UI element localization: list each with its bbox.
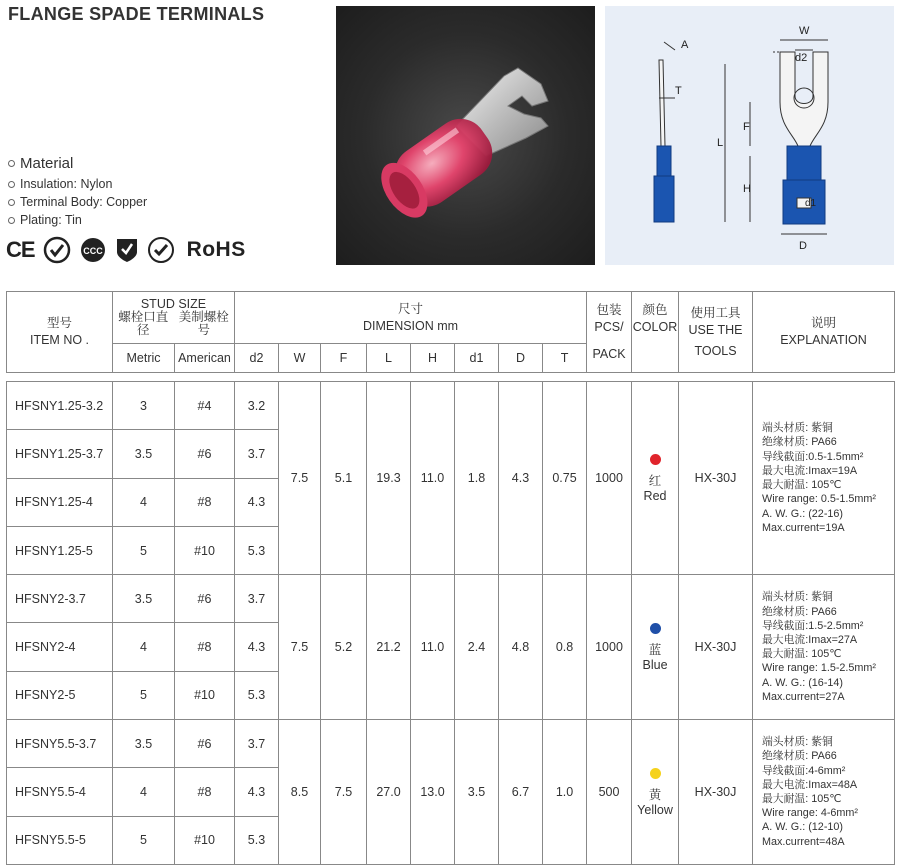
- explanation-line: Max.current=19A: [762, 521, 845, 534]
- pack-cell: 1000: [587, 382, 632, 575]
- rohs-mark: RoHS: [186, 238, 246, 261]
- metric-cell: 3.5: [113, 430, 175, 478]
- d2-cell: 5.3: [235, 816, 279, 864]
- explanation-line: Max.current=48A: [762, 835, 845, 848]
- american-cell: #10: [175, 671, 235, 719]
- american-cell: #10: [175, 816, 235, 864]
- header-pack: 包装 PCS/ PACK: [587, 292, 632, 373]
- explanation-line: 导线截面:0.5-1.5mm²: [762, 450, 864, 463]
- ccc-mark-icon: [79, 236, 107, 264]
- color-name-en: Blue: [642, 657, 668, 672]
- explanation-line: 绝缘材质: PA66: [762, 750, 837, 763]
- american-cell: #10: [175, 526, 235, 574]
- header-item: 型号 ITEM NO .: [7, 292, 113, 373]
- header-d: D: [499, 344, 543, 373]
- pack-cell: 500: [587, 720, 632, 865]
- american-cell: #4: [175, 382, 235, 430]
- explanation-line: Wire range: 0.5-1.5mm²: [762, 493, 877, 506]
- header-explanation: 说明 EXPLANATION: [753, 292, 895, 373]
- item-number-cell: HFSNY1.25-4: [7, 478, 113, 526]
- l-cell: 19.3: [367, 382, 411, 575]
- metric-cell: 4: [113, 478, 175, 526]
- header-tools: 使用工具 USE THE TOOLS: [679, 292, 753, 373]
- drawing-label-a: A: [681, 39, 689, 51]
- item-number-cell: HFSNY2-3.7: [7, 575, 113, 623]
- pack-cell: 1000: [587, 575, 632, 720]
- explanation-line: 端头材质: 紫铜: [762, 736, 833, 749]
- d1-cell: 3.5: [455, 720, 499, 865]
- explanation-line: Max.current=27A: [762, 690, 845, 703]
- explanation-cell: [753, 575, 895, 720]
- explanation-line: 最大耐温: 105℃: [762, 479, 842, 492]
- w-cell: 7.5: [279, 575, 321, 720]
- l-cell: 21.2: [367, 575, 411, 720]
- h-cell: 13.0: [411, 720, 455, 865]
- header-t: T: [543, 344, 587, 373]
- explanation-line: 最大电流:Imax=19A: [762, 464, 858, 477]
- material-item: Plating: Tin: [8, 211, 147, 229]
- material-list: [8, 154, 147, 229]
- american-cell: #8: [175, 768, 235, 816]
- item-number-cell: HFSNY1.25-3.7: [7, 430, 113, 478]
- metric-cell: 4: [113, 768, 175, 816]
- color-cell: [632, 575, 679, 720]
- f-cell: 5.2: [321, 575, 367, 720]
- item-number-cell: HFSNY2-4: [7, 623, 113, 671]
- tool-cell: HX-30J: [679, 382, 753, 575]
- h-cell: 11.0: [411, 575, 455, 720]
- header-d2: d2: [235, 344, 279, 373]
- t-cell: 1.0: [543, 720, 587, 865]
- d2-cell: 4.3: [235, 768, 279, 816]
- explanation-line: Wire range: 4-6mm²: [762, 807, 859, 820]
- l-cell: 27.0: [367, 720, 411, 865]
- iso-shield-icon: [115, 236, 139, 264]
- material-item: Terminal Body: Copper: [8, 193, 147, 211]
- f-cell: 7.5: [321, 720, 367, 865]
- explanation-line: 绝缘材质: PA66: [762, 605, 837, 618]
- metric-cell: 3.5: [113, 575, 175, 623]
- d-cell: 4.8: [499, 575, 543, 720]
- header-metric: Metric: [113, 344, 175, 373]
- svg-text:CCC: CCC: [82, 246, 103, 256]
- d2-cell: 5.3: [235, 671, 279, 719]
- american-cell: #8: [175, 623, 235, 671]
- page-title: FLANGE SPADE TERMINALS: [8, 4, 265, 24]
- color-cell: [632, 382, 679, 575]
- item-number-cell: HFSNY2-5: [7, 671, 113, 719]
- header-w: W: [279, 344, 321, 373]
- d-cell: 6.7: [499, 720, 543, 865]
- header-color: 颜色 COLOR: [632, 292, 679, 373]
- w-cell: 8.5: [279, 720, 321, 865]
- color-cell: [632, 720, 679, 865]
- header-f: F: [321, 344, 367, 373]
- header-l: L: [367, 344, 411, 373]
- header-dimension: 尺寸 DIMENSION mm: [235, 292, 587, 344]
- explanation-line: 导线截面:4-6mm²: [762, 764, 846, 777]
- metric-cell: 3: [113, 382, 175, 430]
- w-cell: 7.5: [279, 382, 321, 575]
- item-number-cell: HFSNY5.5-4: [7, 768, 113, 816]
- header-h: H: [411, 344, 455, 373]
- material-heading: Material: [8, 154, 147, 172]
- explanation-line: 最大耐温: 105℃: [762, 648, 842, 661]
- dimension-diagram: [605, 6, 894, 265]
- metric-cell: 3.5: [113, 720, 175, 768]
- explanation-line: A. W. G.: (16-14): [762, 676, 844, 689]
- certification-logos: [6, 236, 246, 264]
- color-name-cn: 红: [648, 473, 662, 488]
- explanation-line: 导线截面:1.5-2.5mm²: [762, 619, 864, 632]
- drawing-label-h: H: [743, 183, 751, 195]
- table-row: [7, 720, 895, 768]
- d2-cell: 3.7: [235, 575, 279, 623]
- d-cell: 4.3: [499, 382, 543, 575]
- american-cell: #8: [175, 478, 235, 526]
- bullet-icon: [8, 181, 15, 188]
- drawing-label-l: L: [717, 137, 724, 149]
- drawing-label-d2: d2: [795, 52, 808, 64]
- color-dot-icon: [650, 454, 661, 465]
- d2-cell: 3.2: [235, 382, 279, 430]
- t-cell: 0.8: [543, 575, 587, 720]
- color-name-en: Red: [643, 488, 667, 503]
- header-d1: d1: [455, 344, 499, 373]
- f-cell: 5.1: [321, 382, 367, 575]
- color-name-cn: 蓝: [648, 642, 662, 657]
- explanation-line: A. W. G.: (22-16): [762, 507, 844, 520]
- spade-terminal-photo-icon: [336, 6, 595, 265]
- explanation-line: 最大电流:Imax=27A: [762, 633, 858, 646]
- table-row: [7, 382, 895, 430]
- color-dot-icon: [650, 623, 661, 634]
- d2-cell: 3.7: [235, 430, 279, 478]
- bullet-icon: [8, 199, 15, 206]
- table-row: [7, 575, 895, 623]
- item-number-cell: HFSNY5.5-3.7: [7, 720, 113, 768]
- spec-table: [6, 291, 895, 865]
- technical-drawing: [605, 6, 894, 265]
- d1-cell: 2.4: [455, 575, 499, 720]
- tool-cell: HX-30J: [679, 575, 753, 720]
- header-stud-size: STUD SIZE 螺栓口直径 美制螺栓号: [113, 292, 235, 344]
- d2-cell: 5.3: [235, 526, 279, 574]
- sgs-seal-icon: [147, 236, 175, 264]
- d2-cell: 4.3: [235, 478, 279, 526]
- explanation-line: 端头材质: 紫铜: [762, 422, 833, 435]
- explanation-cell: [753, 382, 895, 575]
- ce-mark: CE: [6, 237, 35, 262]
- d2-cell: 3.7: [235, 720, 279, 768]
- t-cell: 0.75: [543, 382, 587, 575]
- metric-cell: 5: [113, 671, 175, 719]
- explanation-line: 绝缘材质: PA66: [762, 436, 837, 449]
- bullet-icon: [8, 217, 15, 224]
- item-number-cell: HFSNY5.5-5: [7, 816, 113, 864]
- color-dot-icon: [650, 768, 661, 779]
- explanation-line: 最大电流:Imax=48A: [762, 778, 858, 791]
- metric-cell: 5: [113, 526, 175, 574]
- d1-cell: 1.8: [455, 382, 499, 575]
- drawing-label-w: W: [799, 25, 810, 37]
- header-american: American: [175, 344, 235, 373]
- drawing-label-d1: d1: [805, 198, 817, 209]
- product-photo: [336, 6, 595, 265]
- drawing-label-f: F: [743, 121, 750, 133]
- item-number-cell: HFSNY1.25-3.2: [7, 382, 113, 430]
- explanation-cell: [753, 720, 895, 865]
- color-name-en: Yellow: [637, 802, 673, 817]
- explanation-line: 最大耐温: 105℃: [762, 793, 842, 806]
- american-cell: #6: [175, 575, 235, 623]
- explanation-line: Wire range: 1.5-2.5mm²: [762, 662, 877, 675]
- bullet-icon: [8, 160, 15, 167]
- d2-cell: 4.3: [235, 623, 279, 671]
- metric-cell: 4: [113, 623, 175, 671]
- h-cell: 11.0: [411, 382, 455, 575]
- drawing-label-t: T: [675, 85, 682, 97]
- check-seal-icon: [43, 236, 71, 264]
- explanation-line: 端头材质: 紫铜: [762, 591, 833, 604]
- american-cell: #6: [175, 430, 235, 478]
- item-number-cell: HFSNY1.25-5: [7, 526, 113, 574]
- tool-cell: HX-30J: [679, 720, 753, 865]
- drawing-label-d: D: [799, 240, 807, 252]
- metric-cell: 5: [113, 816, 175, 864]
- color-name-cn: 黄: [648, 787, 662, 802]
- american-cell: #6: [175, 720, 235, 768]
- explanation-line: A. W. G.: (12-10): [762, 821, 844, 834]
- material-item: Insulation: Nylon: [8, 175, 147, 193]
